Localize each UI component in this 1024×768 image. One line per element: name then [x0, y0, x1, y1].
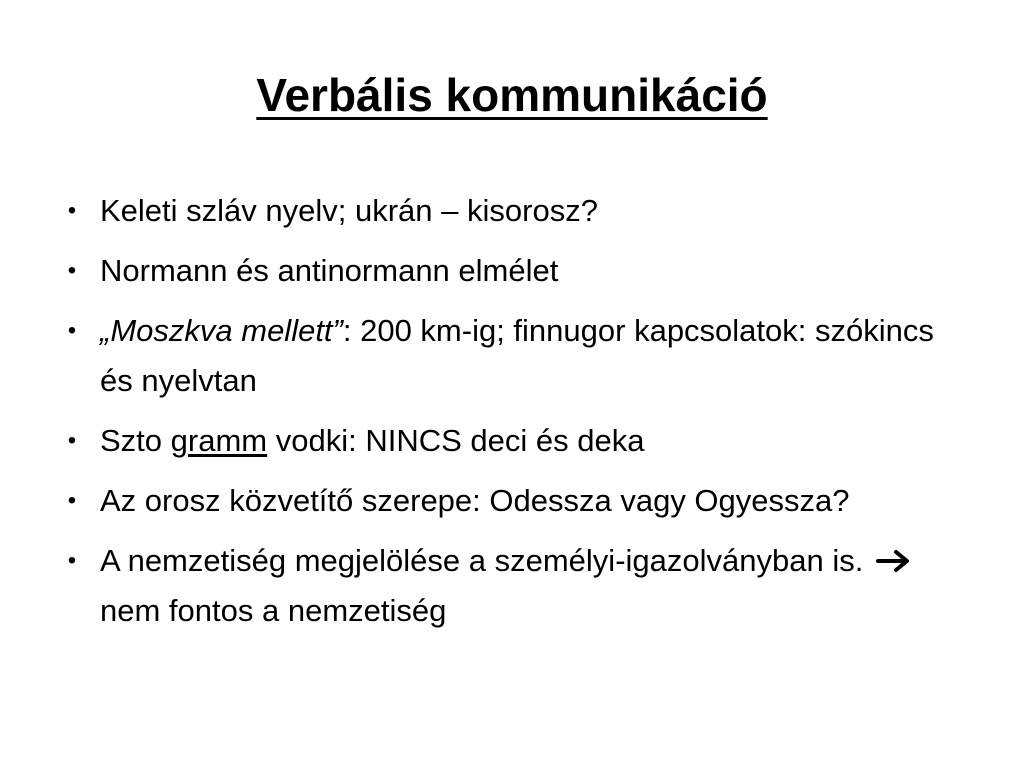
bullet-text: Az orosz közvetítő szerepe: Odessza vagy Ogyessza? [100, 483, 850, 518]
bullet-marker: • [67, 257, 77, 284]
right-arrow-icon [876, 538, 912, 562]
bullet-item [62, 416, 962, 466]
slide-title [0, 62, 1024, 128]
bullet-item [62, 476, 962, 526]
bullet-text: nem fontos a nemzetiség [100, 593, 447, 628]
bullet-marker: • [67, 547, 77, 574]
bullet-item [62, 186, 962, 236]
bullet-item [62, 536, 962, 636]
bullet-item [62, 246, 962, 296]
bullet-text: : 200 km-ig; finnugor kapcsolatok: szókincs és nyelvtan [100, 313, 934, 398]
bullet-text: Normann és antinormann elmélet [100, 253, 559, 288]
bullet-text: Keleti szláv nyelv; ukrán – kisorosz? [100, 193, 598, 228]
bullet-text: vodki: NINCS deci és deka [267, 423, 645, 458]
bullet-marker: • [67, 487, 77, 514]
bullet-marker: • [67, 427, 77, 454]
bullet-text: Szto [100, 423, 171, 458]
bullet-item [62, 306, 962, 406]
bullet-list [62, 186, 962, 646]
slide-title-text: Verbális kommunikáció [256, 69, 768, 121]
bullet-text: A nemzetiség megjelölése a személyi-igazolványban is. [100, 543, 864, 578]
bullet-marker: • [67, 197, 77, 224]
bullet-italic-text: „Moszkva mellett” [100, 313, 343, 348]
bullet-marker: • [67, 317, 77, 344]
bullet-underlined-text: gramm [170, 423, 268, 458]
